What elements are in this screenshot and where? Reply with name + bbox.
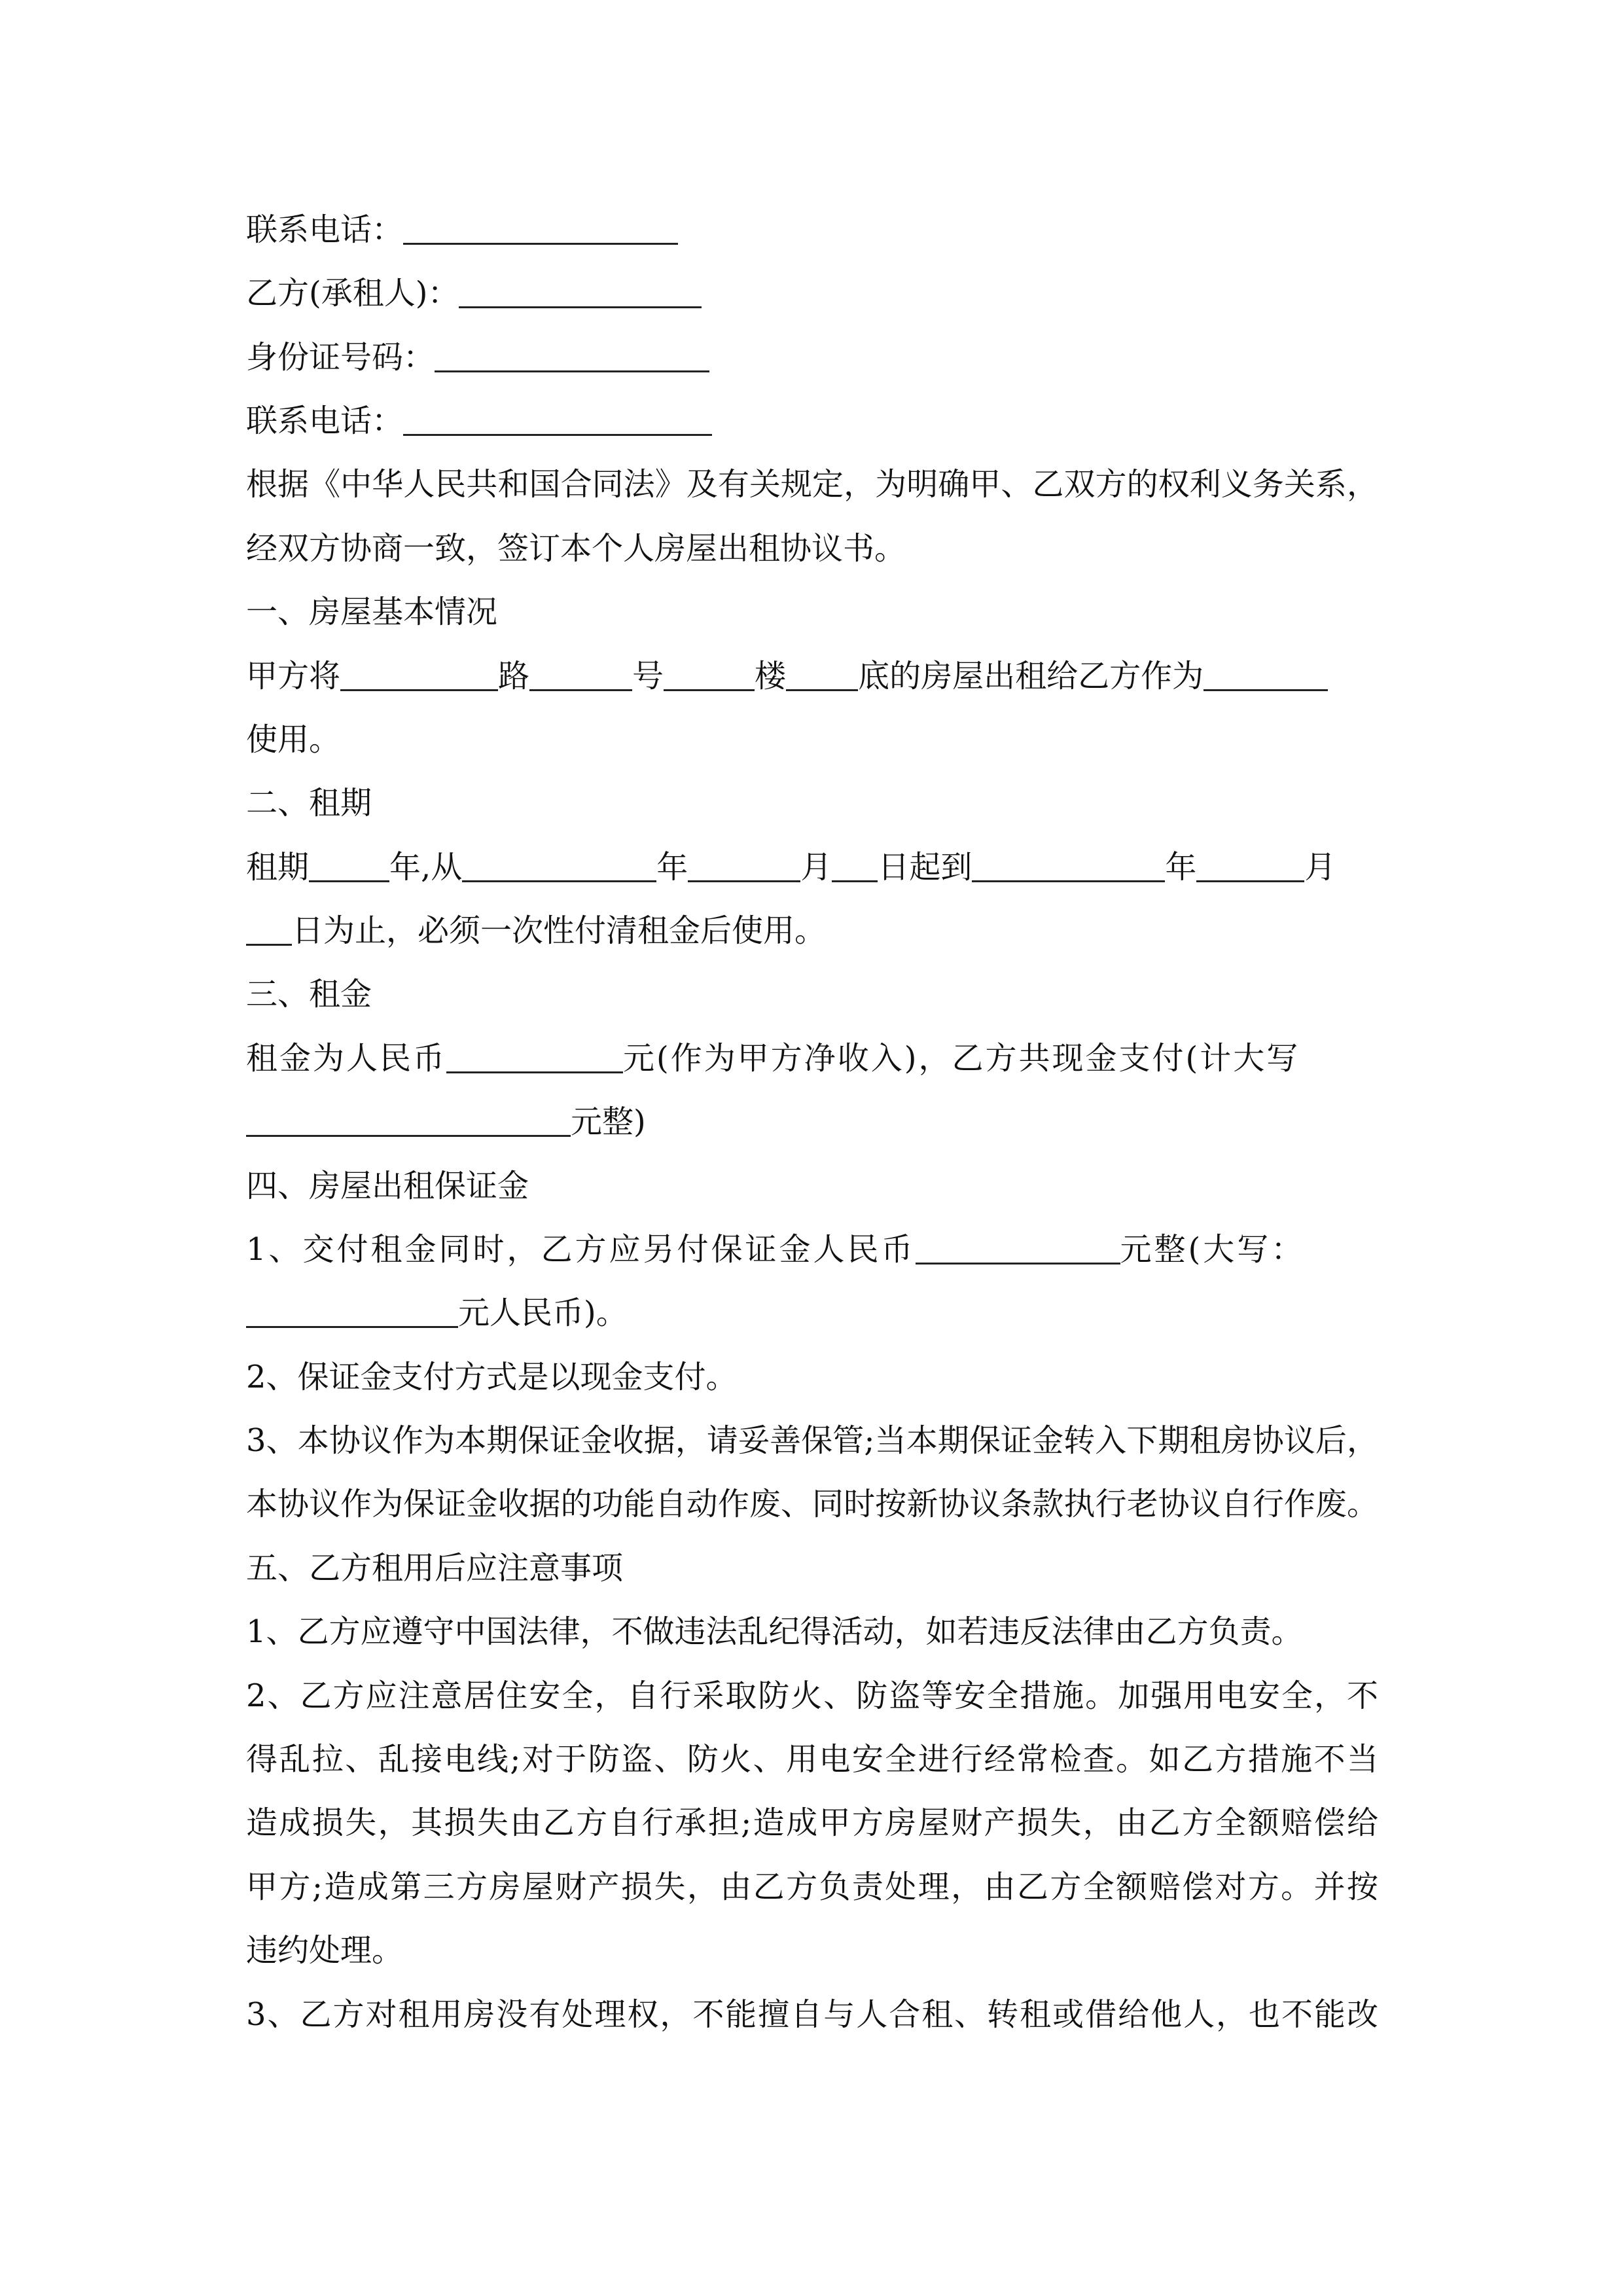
start-year-blank[interactable]: [462, 846, 656, 882]
text: 元人民币)。: [458, 1295, 628, 1331]
text: 元整): [571, 1103, 646, 1140]
number-blank[interactable]: [529, 655, 632, 691]
text: 租期: [246, 849, 310, 886]
text: 租金为人民币: [246, 1040, 447, 1077]
notice-clause-2-cont-2: 造成损失，其损失由乙方自行承担;造成甲方房屋财产损失，由乙方全额赔偿给: [246, 1804, 1378, 1841]
section-5-heading: 五、乙方租用后应注意事项: [246, 1550, 624, 1587]
deposit-clause-3: 3、本协议作为本期保证金收据，请妥善保管;当本期保证金转入下期租房协议后，: [246, 1422, 1378, 1459]
notice-clause-2-cont-4: 违约处理。: [246, 1932, 404, 1969]
building-blank[interactable]: [664, 655, 755, 691]
notice-clause-1: 1、乙方应遵守中国法律，不做违法乱纪得活动，如若违反法律由乙方负责。: [246, 1613, 1303, 1650]
text: 月: [800, 849, 832, 886]
start-day-blank[interactable]: [832, 846, 878, 882]
lease-term-line: [246, 846, 1336, 888]
section-4-heading: 四、房屋出租保证金: [246, 1168, 529, 1204]
text: 路: [498, 658, 530, 694]
party-b-line: [246, 272, 702, 314]
text: 日起到: [878, 849, 972, 886]
notice-clause-2-cont-1: 得乱拉、乱接电线;对于防盗、防火、用电安全进行经常检查。如乙方措施不当: [246, 1741, 1378, 1778]
text: 月: [1304, 849, 1336, 886]
deposit-amount-blank[interactable]: [916, 1229, 1120, 1265]
notice-clause-3: 3、乙方对租用房没有处理权，不能擅自与人合租、转租或借给他人，也不能改: [246, 1996, 1378, 2033]
rent-amount-blank[interactable]: [446, 1037, 623, 1073]
preamble-line-2: 经双方协商一致，签订本个人房屋出租协议书。: [246, 530, 906, 567]
preamble-line-1: 根据《中华人民共和国合同法》及有关规定，为明确甲、乙双方的权利义务关系，: [246, 466, 1378, 503]
text: 号: [632, 658, 664, 694]
party-b-phone-line: [246, 400, 712, 442]
rent-amount-line-2: [246, 1101, 646, 1143]
usage-blank[interactable]: [1204, 655, 1328, 691]
text: 元(作为甲方净收入)，乙方共现金支付(计大写: [623, 1040, 1300, 1077]
start-month-blank[interactable]: [688, 846, 800, 882]
end-year-blank[interactable]: [972, 846, 1165, 882]
floor-blank[interactable]: [786, 655, 858, 691]
label: 联系电话：: [246, 211, 404, 248]
section-1-heading: 一、房屋基本情况: [246, 594, 498, 630]
text: 底的房屋出租给乙方作为: [858, 658, 1204, 694]
deposit-clause-3-cont: 本协议作为保证金收据的功能自动作废、同时按新协议条款执行老协议自行作废。: [246, 1486, 1378, 1522]
deposit-line: [246, 1229, 1305, 1270]
party-b-phone-blank[interactable]: [403, 400, 712, 436]
road-blank[interactable]: [340, 655, 498, 691]
text: 年,从: [389, 849, 463, 886]
notice-clause-2: 2、乙方应注意居住安全，自行采取防火、防盗等安全措施。加强用电安全，不: [246, 1677, 1378, 1714]
text: 年: [1165, 849, 1197, 886]
text: 年: [656, 849, 688, 886]
party-a-phone-blank[interactable]: [403, 209, 678, 245]
label: 身份证号码：: [246, 339, 435, 376]
end-month-blank[interactable]: [1196, 846, 1304, 882]
id-number-line: [246, 336, 709, 378]
deposit-line-2: [246, 1292, 628, 1334]
text: 1、交付租金同时，乙方应另付保证金人民币: [246, 1231, 916, 1268]
deposit-clause-2: 2、保证金支付方式是以现金支付。: [246, 1359, 738, 1395]
party-b-name-blank[interactable]: [459, 272, 702, 308]
label: 联系电话：: [246, 403, 404, 439]
text: 日为止，必须一次性付清租金后使用。: [292, 912, 827, 949]
party-a-phone-line: [246, 209, 678, 251]
property-usage-line: 使用。: [246, 721, 341, 758]
notice-clause-2-cont-3: 甲方;造成第三方房屋财产损失，由乙方负责处理，由乙方全额赔偿对方。并按: [246, 1869, 1378, 1905]
lease-term-line-2: [246, 910, 826, 952]
section-3-heading: 三、租金: [246, 976, 372, 1013]
text: 楼: [755, 658, 787, 694]
years-blank[interactable]: [309, 846, 389, 882]
text: 甲方将: [246, 658, 341, 694]
property-address-line: [246, 655, 1328, 697]
deposit-words-blank[interactable]: [246, 1292, 458, 1328]
rent-amount-line: [246, 1037, 1300, 1079]
label: 乙方(承租人)：: [246, 275, 459, 312]
rent-amount-words-blank[interactable]: [246, 1101, 571, 1137]
text: 元整(大写：: [1120, 1231, 1306, 1268]
section-2-heading: 二、租期: [246, 785, 372, 821]
end-day-blank[interactable]: [246, 910, 292, 946]
id-number-blank[interactable]: [435, 336, 709, 372]
